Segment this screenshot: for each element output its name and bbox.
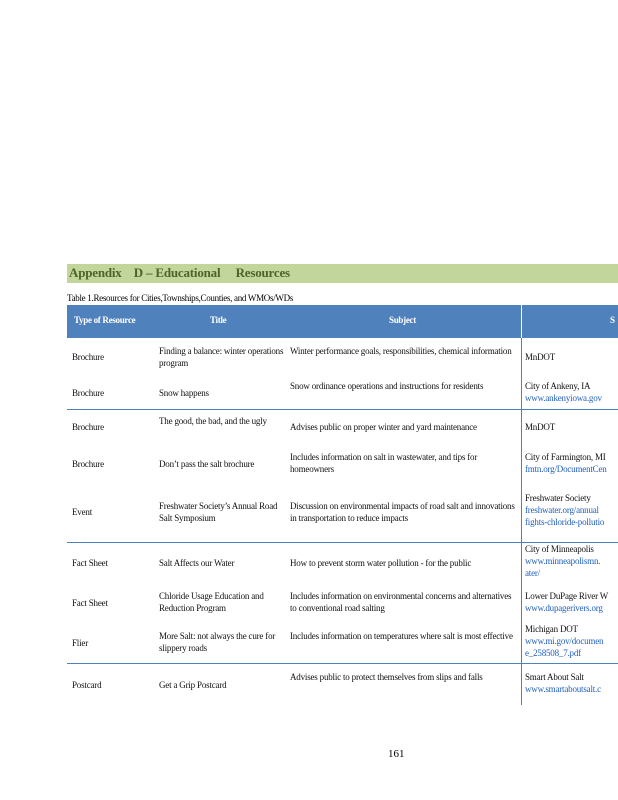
cell-subject: Includes information on temperatures where salt is most effective bbox=[290, 631, 513, 641]
column-divider bbox=[521, 338, 522, 705]
cell-type: Fact Sheet bbox=[72, 558, 108, 568]
appendix-heading-bar bbox=[67, 264, 618, 283]
cell-subject: Advises public on proper winter and yard maintenance bbox=[290, 422, 477, 432]
group-divider bbox=[67, 409, 618, 410]
resources-table bbox=[67, 305, 618, 705]
header-source: S bbox=[610, 315, 615, 325]
cell-subject: Winter performance goals, responsibilities, chemical information bbox=[290, 346, 512, 356]
cell-source bbox=[525, 351, 618, 363]
cell-title: Get a Grip Postcard bbox=[159, 680, 227, 690]
source-link[interactable]: www.ankenyiowa.gov bbox=[525, 393, 602, 403]
source-name: Freshwater Society bbox=[525, 493, 591, 503]
cell-subject: Advises public to protect themselves from slips and falls bbox=[290, 672, 483, 682]
cell-type: Fact Sheet bbox=[72, 598, 108, 608]
source-link[interactable]: www.dupagerivers.org bbox=[525, 603, 603, 613]
cell-type: Brochure bbox=[72, 422, 104, 432]
cell-subject: Includes information on salt in wastewater, and tips for homeowners bbox=[290, 452, 478, 474]
cell-source bbox=[525, 451, 618, 475]
cell-title: Don’t pass the salt brochure bbox=[159, 459, 255, 469]
header-subject: Subject bbox=[389, 315, 416, 325]
source-link[interactable]: fmtn.org/DocumentCen bbox=[525, 464, 607, 474]
cell-source bbox=[525, 590, 618, 614]
source-name: Michigan DOT bbox=[525, 624, 578, 634]
source-name: City of Minneapolis bbox=[525, 544, 594, 554]
table-caption: Table 1.Resources for Cities,Townships,Counties, and WMOs/WDs bbox=[67, 293, 293, 303]
cell-source bbox=[525, 671, 618, 695]
cell-title: Chloride Usage Education and Reduction Program bbox=[159, 591, 264, 613]
source-name: City of Ankeny, IA bbox=[525, 381, 591, 391]
cell-type: Brochure bbox=[72, 388, 104, 398]
page-number: 161 bbox=[388, 748, 405, 760]
cell-source bbox=[525, 623, 615, 659]
source-link[interactable]: www.mi.gov/documen e_258508_7.pdf bbox=[525, 636, 604, 658]
source-link[interactable]: freshwater.org/annual fights-chloride-pollutio bbox=[525, 505, 605, 527]
cell-title: Salt Affects our Water bbox=[159, 558, 235, 568]
cell-type: Event bbox=[72, 507, 92, 517]
source-name: Smart About Salt bbox=[525, 672, 584, 682]
header-title: Title bbox=[210, 315, 227, 325]
cell-source bbox=[525, 492, 615, 528]
source-link[interactable]: www.smartaboutsalt.c bbox=[525, 684, 601, 694]
header-divider bbox=[521, 305, 522, 338]
cell-title: The good, the bad, and the ugly bbox=[159, 416, 267, 426]
cell-title: Snow happens bbox=[159, 388, 209, 398]
cell-subject: Includes information on environmental concerns and alternatives to conventional road salting bbox=[290, 591, 512, 613]
appendix-heading: Appendix D – Educational Resources bbox=[69, 265, 290, 280]
group-divider bbox=[67, 663, 618, 664]
cell-title: Finding a balance: winter operations program bbox=[159, 346, 284, 368]
cell-subject: Snow ordinance operations and instructions for residents bbox=[290, 381, 484, 391]
source-name: MnDOT bbox=[525, 352, 555, 362]
cell-title: Freshwater Society’s Annual Road Salt Symposium bbox=[159, 501, 278, 523]
cell-subject: Discussion on environmental impacts of road salt and innovations in transportation to reduce impacts bbox=[290, 501, 515, 523]
table-header bbox=[67, 305, 618, 338]
cell-type: Brochure bbox=[72, 459, 104, 469]
cell-subject: How to prevent storm water pollution - for the public bbox=[290, 558, 472, 568]
source-name: City of Farmington, MI bbox=[525, 452, 606, 462]
cell-source bbox=[525, 380, 618, 404]
cell-type: Postcard bbox=[72, 680, 102, 690]
cell-type: Brochure bbox=[72, 352, 104, 362]
source-link[interactable]: www.minneapolismn. ater/ bbox=[525, 556, 601, 578]
source-name: Lower DuPage River W bbox=[525, 591, 609, 601]
cell-type: Flier bbox=[72, 638, 88, 648]
header-type: Type of Resource bbox=[74, 315, 136, 325]
cell-source bbox=[525, 543, 615, 579]
cell-source bbox=[525, 421, 618, 433]
cell-title: More Salt: not always the cure for slippery roads bbox=[159, 631, 276, 653]
source-name: MnDOT bbox=[525, 422, 555, 432]
